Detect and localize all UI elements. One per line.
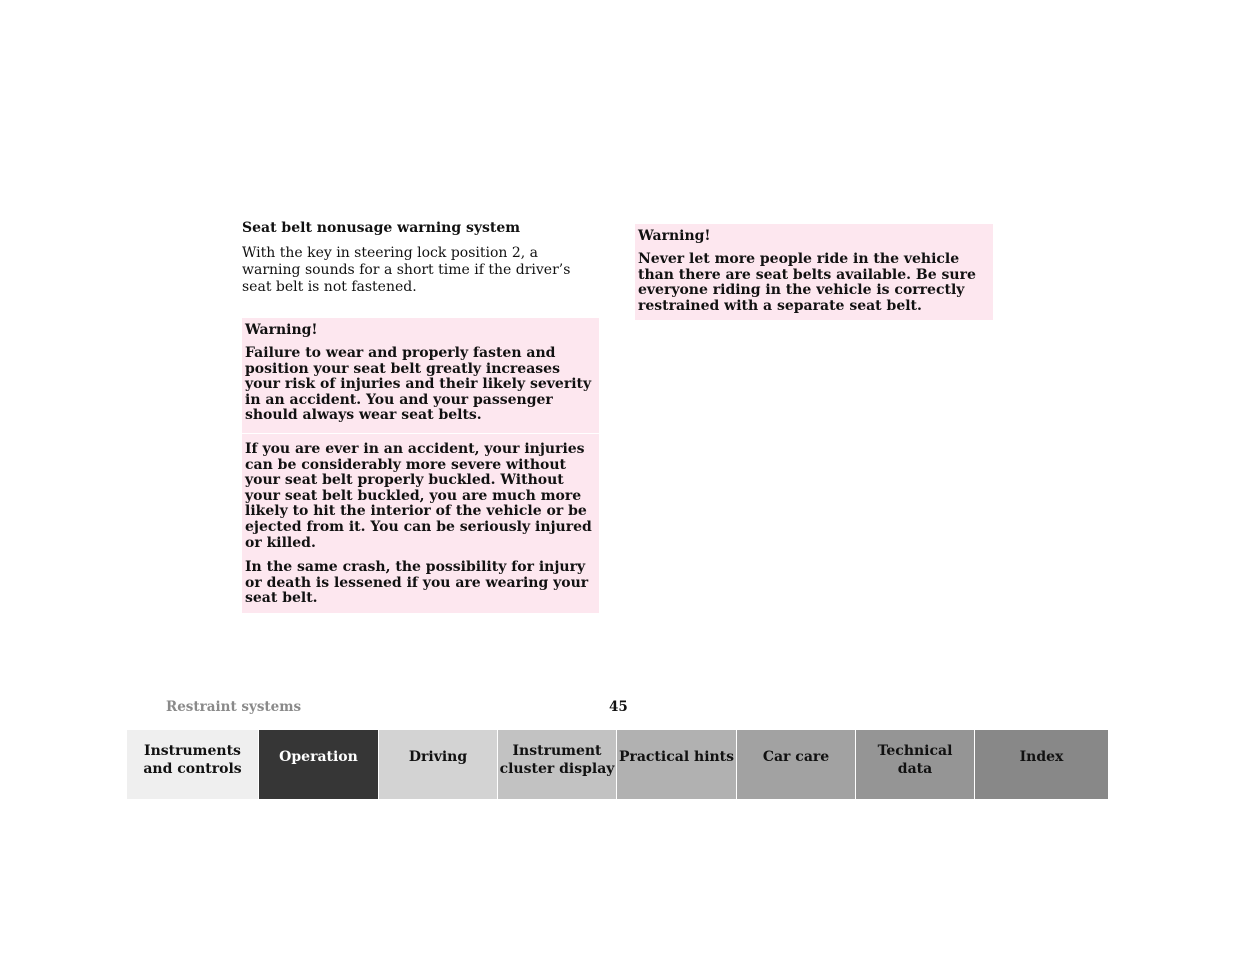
warning-title: Warning! [245, 322, 318, 338]
tab-label: Driving [408, 749, 468, 765]
tab-label: Index [1019, 749, 1064, 765]
warning-divider [242, 433, 599, 434]
tab-technical-data[interactable] [856, 730, 975, 799]
tab-driving[interactable] [379, 730, 498, 799]
tab-operation[interactable] [259, 730, 379, 799]
warning-box-right [635, 224, 993, 320]
warning-box-left [242, 318, 599, 613]
section-heading: Seat belt nonusage warning system [242, 220, 521, 236]
tab-label: Instruments and controls [143, 743, 242, 777]
warning-paragraph-3: In the same crash, the possibility for injury or death is lessened if you are wearing your seat belt. [245, 559, 589, 607]
tab-practical-hints[interactable] [617, 730, 737, 799]
tab-label: Car care [762, 749, 830, 765]
right-column [635, 224, 993, 320]
tab-instrument-cluster-display[interactable] [498, 730, 617, 799]
warning-title: Warning! [638, 228, 711, 244]
tab-label: Practical hints [618, 749, 735, 765]
warning-paragraph-1: Never let more people ride in the vehicle than there are seat belts available. Be sure everyone riding in the vehicle is correctly restrained with a separate seat belt. [638, 251, 976, 314]
footer-section-title: Restraint systems [166, 699, 302, 715]
tab-label: Operation [279, 749, 358, 765]
left-column [242, 220, 599, 613]
tab-instruments-and-controls[interactable] [127, 730, 259, 799]
page-number: 45 [609, 699, 628, 715]
tab-label: Instrument cluster display [499, 743, 615, 777]
tab-car-care[interactable] [737, 730, 856, 799]
tab-label: Technical data [877, 743, 953, 777]
warning-paragraph-2: If you are ever in an accident, your injuries can be considerably more severe without your seat belt properly buckled. Without your seat belt buckled, you are much more likely to hit the interior of the vehicle or be ejected from it. You can be seriously injured or killed. [245, 440, 592, 551]
tab-index[interactable] [975, 730, 1108, 799]
warning-paragraph-1: Failure to wear and properly fasten and position your seat belt greatly increases your risk of injuries and their likely severity in an accident. You and your passenger should always wear seat belts. [245, 345, 592, 424]
chapter-nav [127, 730, 1108, 799]
body-paragraph: With the key in steering lock position 2, a warning sounds for a short time if the driver’s seat belt is not fastened. [242, 245, 571, 295]
